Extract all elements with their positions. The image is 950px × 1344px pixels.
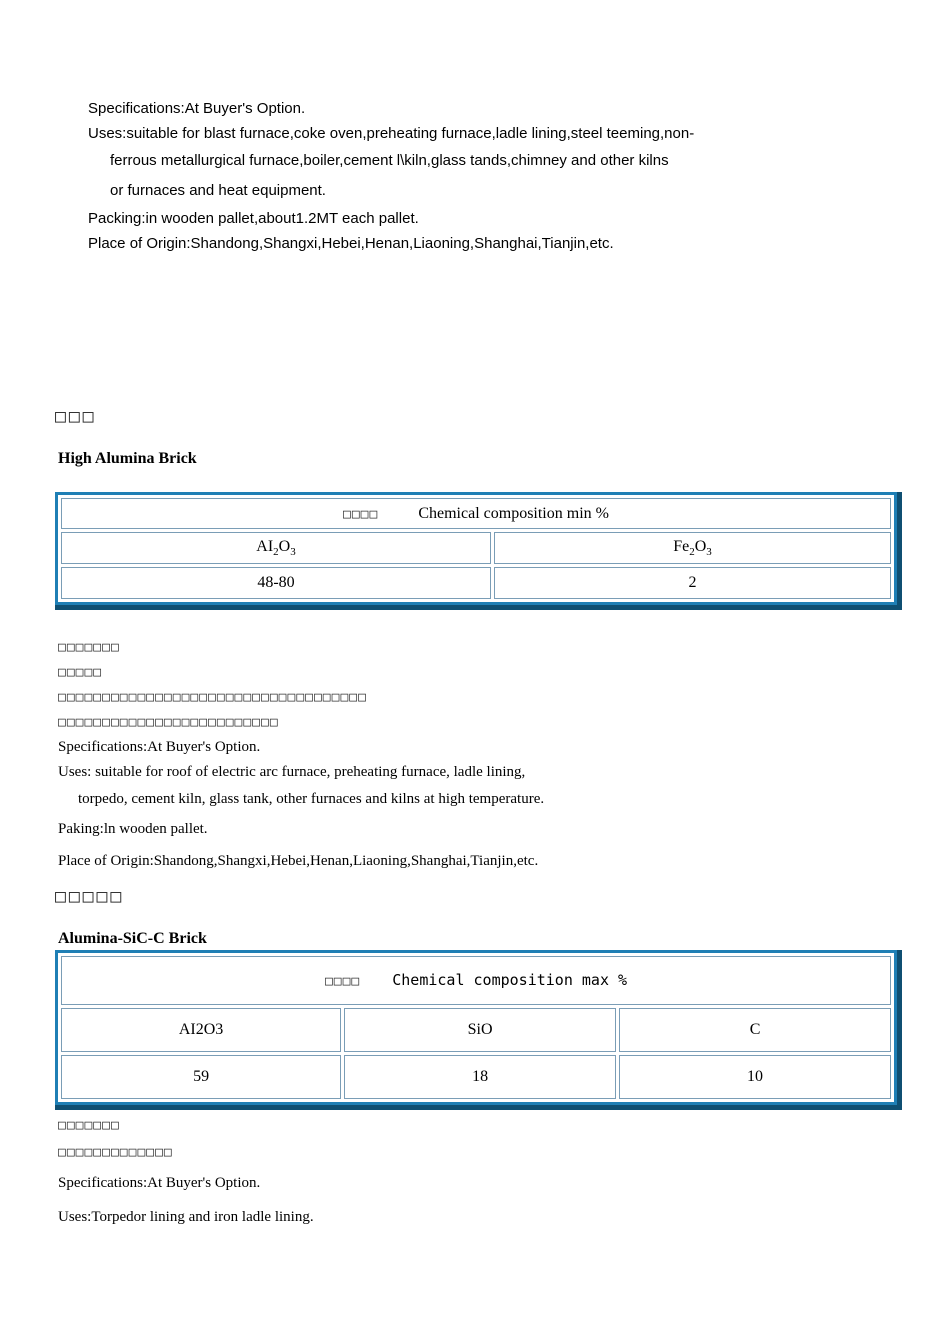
table-header-cell: SiO xyxy=(344,1008,616,1052)
intro-uses-line1: Uses:suitable for blast furnace,coke oven,preheating furnace,ladle lining,steel teeming,non- xyxy=(88,125,695,142)
intro-uses-line2: ferrous metallurgical furnace,boiler,cement l\kiln,glass tands,chimney and other kilns xyxy=(110,152,669,169)
table-cell: 2 xyxy=(494,567,891,599)
table-header-cell: $Fe_2O_3$ xyxy=(494,532,891,564)
intro-origin: Place of Origin:Shandong,Shangxi,Hebei,Henan,Liaoning,Shanghai,Tianjin,etc. xyxy=(88,235,614,252)
alumina-sic-specifications: Specifications:At Buyer's Option. xyxy=(58,1175,261,1191)
alumina-sic-cn-title: □□□□□ xyxy=(55,886,125,907)
alumina-sic-table xyxy=(55,950,902,1110)
alumina-sic-cn-line2: □□□□□□□□□□□□□ xyxy=(58,1145,173,1160)
high-alumina-table-header-text: Chemical composition min % xyxy=(418,504,609,522)
high-alumina-specifications: Specifications:At Buyer's Option. xyxy=(58,739,261,755)
high-alumina-cn-line2: □□□□□ xyxy=(58,665,103,680)
intro-uses-line3: or furnaces and heat equipment. xyxy=(110,182,326,199)
table-header-cell: C xyxy=(619,1008,891,1052)
high-alumina-table-cn-label: □□□□ xyxy=(343,506,379,522)
high-alumina-table xyxy=(55,492,902,610)
high-alumina-cn-line4: □□□□□□□□□□□□□□□□□□□□□□□□□ xyxy=(58,715,279,730)
high-alumina-cn-title: □□□ xyxy=(55,406,97,427)
intro-packing: Packing:in wooden pallet,about1.2MT each pallet. xyxy=(88,210,419,227)
high-alumina-cn-line1: □□□□□□□ xyxy=(58,640,120,655)
high-alumina-uses-line1: Uses: suitable for roof of electric arc furnace, preheating furnace, ladle lining, xyxy=(58,764,526,780)
intro-specifications: Specifications:At Buyer's Option. xyxy=(88,100,306,117)
alumina-sic-table-cn-label: □□□□ xyxy=(324,974,361,990)
alumina-sic-table-header-text: Chemical composition max % xyxy=(392,971,628,990)
high-alumina-uses-line2: torpedo, cement kiln, glass tank, other furnaces and kilns at high temperature. xyxy=(78,791,545,807)
table-cell: 18 xyxy=(344,1055,616,1099)
high-alumina-cn-line3: □□□□□□□□□□□□□□□□□□□□□□□□□□□□□□□□□□□ xyxy=(58,690,367,705)
table-cell: 48-80 xyxy=(61,567,491,599)
alumina-sic-uses: Uses:Torpedor lining and iron ladle lining. xyxy=(58,1209,314,1225)
alumina-sic-table-header xyxy=(61,956,891,1005)
high-alumina-title: High Alumina Brick xyxy=(58,450,197,467)
table-cell: 10 xyxy=(619,1055,891,1099)
high-alumina-table-header xyxy=(61,498,891,529)
alumina-sic-title: Alumina-SiC-C Brick xyxy=(58,930,207,947)
alumina-sic-cn-line1: □□□□□□□ xyxy=(58,1118,120,1133)
table-header-cell: $AI_2O_3$ xyxy=(61,532,491,564)
table-header-cell: AI2O3 xyxy=(61,1008,341,1052)
table-cell: 59 xyxy=(61,1055,341,1099)
high-alumina-origin: Place of Origin:Shandong,Shangxi,Hebei,Henan,Liaoning,Shanghai,Tianjin,etc. xyxy=(58,853,539,869)
high-alumina-packing: Paking:ln wooden pallet. xyxy=(58,821,208,837)
